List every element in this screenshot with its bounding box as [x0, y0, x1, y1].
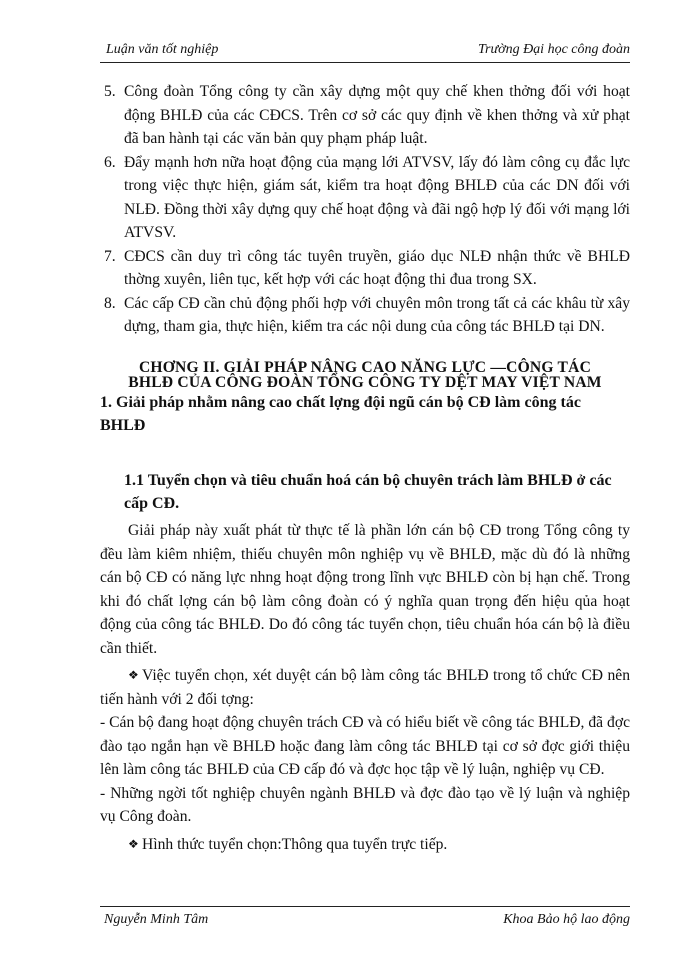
bullet-text: Hình thức tuyển chọn:Thông qua tuyển trực tiếp. — [142, 835, 448, 853]
header-left-text: Luận văn tốt nghiệp — [106, 42, 219, 57]
paragraph: Giải pháp này xuất phát từ thực tế là phần lớn cán bộ CĐ trong Tổng công ty đều làm kiêm nhiệm, thiếu chuyên môn nghiệp vụ về BHLĐ, mặc dù đó là những cán bộ CĐ có năng lực nhng hoạt động trong lĩnh vực BHLĐ còn bị hạn chế. Trong khi đó chất lợng cán bộ làm công đoàn có ý nghĩa quan trọng đến hiệu qủa hoạt động của công tác BHLĐ. Do đó công tác tuyển chọn, tiêu chuẩn hóa cán bộ là điều cần thiết. — [100, 522, 630, 657]
page-header — [100, 40, 630, 62]
list-item-text: CĐCS cần duy trì công tác tuyên truyền, giáo dục NLĐ nhận thức về BHLĐ thờng xuyên, liên tục, kết hợp với các hoạt động thi đua trong SX. — [124, 247, 630, 288]
diamond-bullet-icon: ❖ — [128, 836, 139, 851]
bullet-item — [100, 664, 630, 711]
header-right-text: Trường Đại học công đoàn — [478, 42, 630, 57]
list-item-text: Đẩy mạnh hơn nữa hoạt động của mạng lới ATVSV, lấy đó làm công cụ đắc lực trong việc thực hiện, giám sát, kiểm tra hoạt động BHLĐ của các DN đối với NLĐ. Đồng thời xây dựng quy chế hoạt động và đãi ngộ hợp lý đối với mạng lới ATVSV. — [124, 153, 630, 241]
footer-left-text: Nguyễn Minh Tâm — [104, 912, 209, 927]
list-item-text: Các cấp CĐ cần chủ động phối hợp với chuyên môn trong tất cả các khâu từ xây dựng, tham gia, thực hiện, kiểm tra các nội dung của công tác BHLĐ tại DN. — [124, 294, 630, 335]
subsection-heading: 1.1 Tuyển chọn và tiêu chuẩn hoá cán bộ chuyên trách làm BHLĐ ở các cấp CĐ. — [124, 472, 612, 512]
list-item-number: 5. — [104, 83, 116, 100]
list-item-number: 8. — [104, 294, 116, 312]
chapter-heading-line-2: BHLĐ CỦA CÔNG ĐOÀN TỔNG CÔNG TY DỆT MAY VIỆT NAM — [128, 374, 602, 391]
bullet-item — [100, 833, 630, 857]
list-item — [100, 80, 630, 151]
list-item-number: 6. — [104, 153, 116, 171]
list-item-number: 7. — [104, 247, 116, 265]
footer-rule — [100, 906, 630, 907]
list-item — [100, 245, 630, 292]
bullet-text: Việc tuyển chọn, xét duyệt cán bộ làm công tác BHLĐ trong tổ chức CĐ nên tiến hành với 2 đối tợng: — [100, 667, 630, 708]
dash-item: - Cán bộ đang hoạt động chuyên trách CĐ và có hiểu biết về công tác BHLĐ, đã đợc đào tạo ngắn hạn về BHLĐ hoặc đang làm công tác BHLĐ tại cơ sở đợc giới thiệu lên làm công tác BHLĐ của CĐ cấp đó và đợc học tập về lý luận, nghiệp vụ CĐ. — [100, 714, 630, 778]
section-heading: 1. Giải pháp nhằm nâng cao chất lợng đội ngũ cán bộ CĐ làm công tác BHLĐ — [100, 394, 581, 434]
list-item-text: Công đoàn Tổng công ty cần xây dựng một quy chế khen thởng đối với hoạt động BHLĐ của các CĐCS. Trên cơ sở các quy định về khen thởng và xử phạt đã ban hành tại các văn bản quy phạm pháp luật. — [124, 83, 630, 147]
numbered-list — [100, 80, 630, 339]
list-item — [100, 292, 630, 339]
chapter-heading-line-1: CHƠNG II. GIẢI PHÁP NÂNG CAO NĂNG LỰC —CÔNG TÁC — [138, 359, 592, 376]
page-footer — [100, 910, 630, 932]
header-rule — [100, 62, 630, 63]
dash-item: - Những ngời tốt nghiệp chuyên ngành BHLĐ và đợc đào tạo về lý luận và nghiệp vụ Công đoàn. — [100, 784, 630, 825]
footer-right-text: Khoa Bảo hộ lao động — [503, 912, 630, 927]
list-item — [100, 151, 630, 245]
body-text — [100, 519, 630, 856]
chapter-heading — [100, 360, 630, 390]
diamond-bullet-icon: ❖ — [128, 668, 139, 682]
